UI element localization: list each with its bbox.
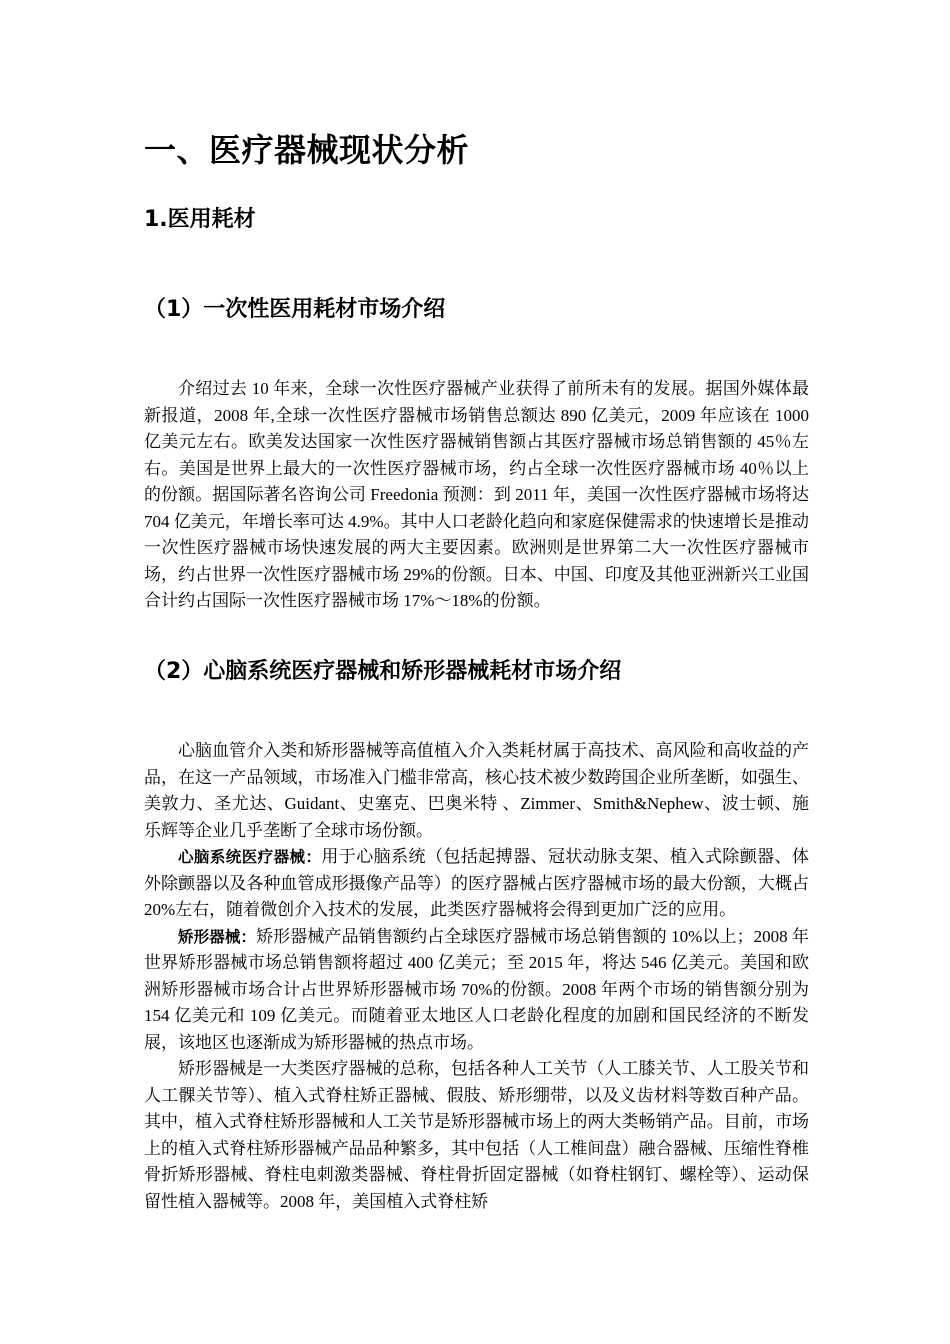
- paragraph: [144, 844, 809, 924]
- subsection-heading-2: （2）心脑系统医疗器械和矫形器械耗材市场介绍: [144, 659, 622, 684]
- paragraph-lead: 心脑系统医疗器械：: [178, 848, 322, 866]
- paragraph-lead: 矫形器械：: [178, 927, 257, 946]
- subsection-1-body: [144, 376, 809, 615]
- paragraph-text: 矫形器械产品销售额约占全球医疗器械市场总销售额的 10%以上；2008 年世界矫形器械市场总销售额将超过 400 亿美元；至 2015 年，将达 546 亿美元。美国和欧洲矫形器械市场合计占世界矫形器械市场 70%的份额。2008 年两个市场的销售额分别为 154 亿美元和 109 亿美元。而随着亚太地区人口老龄化程度的加剧和国民经济的不断发展，该地区也逐渐成为矫形器械的热点市场。: [144, 926, 809, 1052]
- subsection-2-body: [144, 738, 809, 1215]
- paragraph: 介绍过去 10 年来，全球一次性医疗器械产业获得了前所未有的发展。据国外媒体最新报道，2008 年,全球一次性医疗器械市场销售总额达 890 亿美元，2009 年应该在 1000 亿美元左右。欧美发达国家一次性医疗器械销售额占其医疗器械市场总销售额的 45％左右。美国是世界上最大的一次性医疗器械市场，约占全球一次性医疗器械市场 40％以上的份额。据国际著名咨询公司 Freedonia 预测：到 2011 年，美国一次性医疗器械市场将达 704 亿美元，年增长率可达 4.9%。其中人口老龄化趋向和家庭保健需求的快速增长是推动一次性医疗器械市场快速发展的两大主要因素。欧洲则是世界第二大一次性医疗器械市场，约占世界一次性医疗器械市场 29%的份额。日本、中国、印度及其他亚洲新兴工业国合计约占国际一次性医疗器械市场 17%～18%的份额。: [144, 379, 809, 610]
- paragraph: [144, 924, 809, 1057]
- subsection-heading-1: （1）一次性医用耗材市场介绍: [144, 297, 446, 322]
- paragraph-text: 用于心脑系统（包括起搏器、冠状动脉支架、植入式除颤器、体外除颤器以及各种血管成形摄像产品等）的医疗器械占医疗器械市场的最大份额，大概占 20%左右，随着微创介入技术的发展，此类医疗器械将会得到更加广泛的应用。: [144, 847, 809, 919]
- paragraph: 矫形器械是一大类医疗器械的总称，包括各种人工关节（人工膝关节、人工股关节和人工髁关节等）、植入式脊柱矫正器械、假肢、矫形绷带，以及义齿材料等数百种产品。其中，植入式脊柱矫形器械和人工关节是矫形器械市场上的两大类畅销产品。目前，市场上的植入式脊柱矫形器械产品品种繁多，其中包括（人工椎间盘）融合器械、压缩性脊椎骨折矫形器械、脊柱电刺激类器械、脊柱骨折固定器械（如脊柱钢钉、螺栓等）、运动保留性植入器械等。2008 年，美国植入式脊柱矫: [144, 1059, 809, 1211]
- section-heading: 1.医用耗材: [144, 207, 256, 232]
- paragraph: 心脑血管介入类和矫形器械等高值植入介入类耗材属于高技术、高风险和高收益的产品，在这一产品领域，市场准入门槛非常高，核心技术被少数跨国企业所垄断，如强生、美敦力、圣尤达、Guidant、史塞克、巴奥米特 、Zimmer、Smith&Nephew、波士顿、施乐辉等企业几乎垄断了全球市场份额。: [144, 741, 809, 840]
- document-title: 一、医疗器械现状分析: [144, 131, 470, 169]
